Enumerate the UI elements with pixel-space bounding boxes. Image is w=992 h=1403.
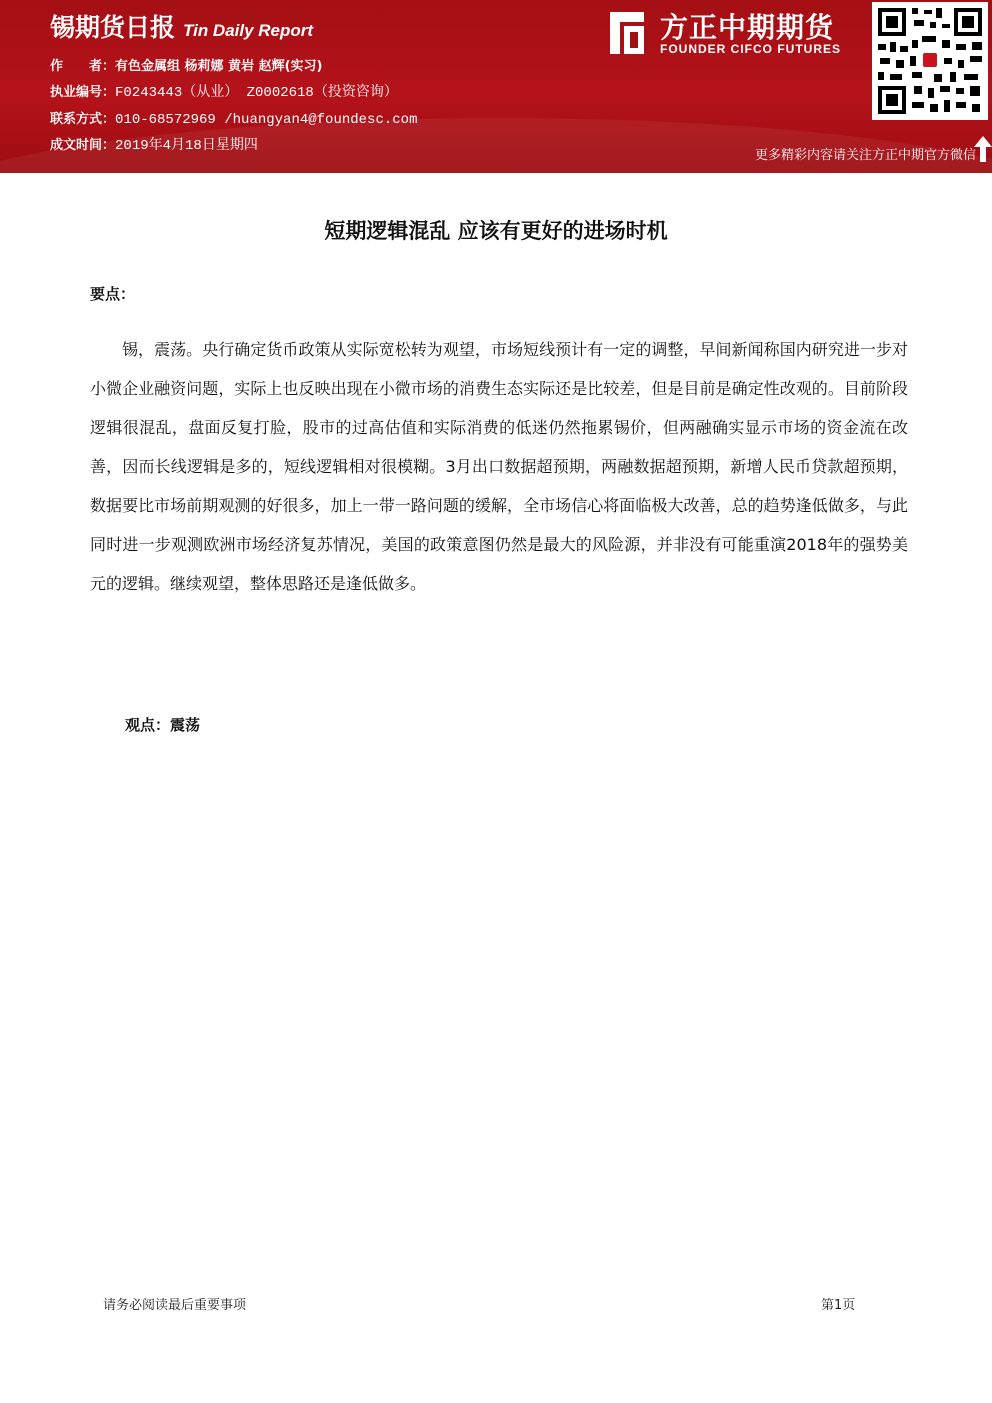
report-title-cn: 锡期货日报	[50, 13, 176, 42]
report-title	[50, 8, 313, 44]
footer-notice: 请务必阅读最后重要事项	[103, 1298, 247, 1313]
date-value: 2019年4月18日星期四	[115, 138, 258, 154]
contact-line	[50, 108, 417, 128]
report-header	[0, 0, 992, 173]
report-title-en: Tin Daily Report	[183, 21, 314, 40]
authors-label: 作 者：	[50, 59, 116, 74]
contact-value[interactable]: 010-68572969 /huangyan4@foundesc.com	[115, 112, 418, 128]
license-value: F0243443（从业） Z0002618（投资咨询）	[115, 85, 398, 101]
up-arrow-icon	[974, 136, 992, 162]
date-label: 成文时间：	[50, 138, 116, 153]
logo-name-en: FOUNDER CIFCO FUTURES	[660, 42, 841, 56]
key-points-label: 要点：	[90, 285, 136, 303]
logo-name-cn: 方正中期期货	[660, 11, 835, 44]
founder-logo-mark-icon	[604, 8, 650, 58]
founder-cifco-logo	[604, 6, 866, 62]
body-paragraph: 锡，震荡。央行确定货币政策从实际宽松转为观望，市场短线预计有一定的调整，早间新闻称国内研究进一步对小微企业融资问题，实际上也反映出现在小微市场的消费生态实际还是比较差，但是目前是确定性改观的。目前阶段逻辑很混乱，盘面反复打脸，股市的过高估值和实际消费的低迷仍然拖累锡价，但两融确实显示市场的资金流在改善，因而长线逻辑是多的，短线逻辑相对很模糊。3月出口数据超预期，两融数据超预期，新增人民币贷款超预期，数据要比市场前期观测的好很多，加上一带一路问题的缓解，全市场信心将面临极大改善，总的趋势逢低做多，与此同时进一步观测欧洲市场经济复苏情况，美国的政策意图仍然是最大的风险源，并非没有可能重演2018年的强势美元的逻辑。继续观望，整体思路还是逢低做多。	[90, 340, 908, 593]
wechat-qr-code-icon	[872, 2, 988, 120]
page-number: 第1页	[821, 1298, 856, 1313]
authors-value: 有色金属组 杨莉娜 黄岩 赵辉(实习)	[115, 59, 323, 74]
follow-wechat-text: 更多精彩内容请关注方正中期官方微信	[754, 148, 976, 163]
date-line	[50, 134, 258, 154]
license-line	[50, 81, 398, 101]
authors-line	[50, 55, 322, 74]
license-label: 执业编号：	[50, 85, 116, 100]
contact-label: 联系方式：	[50, 112, 116, 127]
document-title: 短期逻辑混乱 应该有更好的进场时机	[324, 219, 668, 243]
viewpoint-summary: 观点：震荡	[125, 716, 201, 734]
